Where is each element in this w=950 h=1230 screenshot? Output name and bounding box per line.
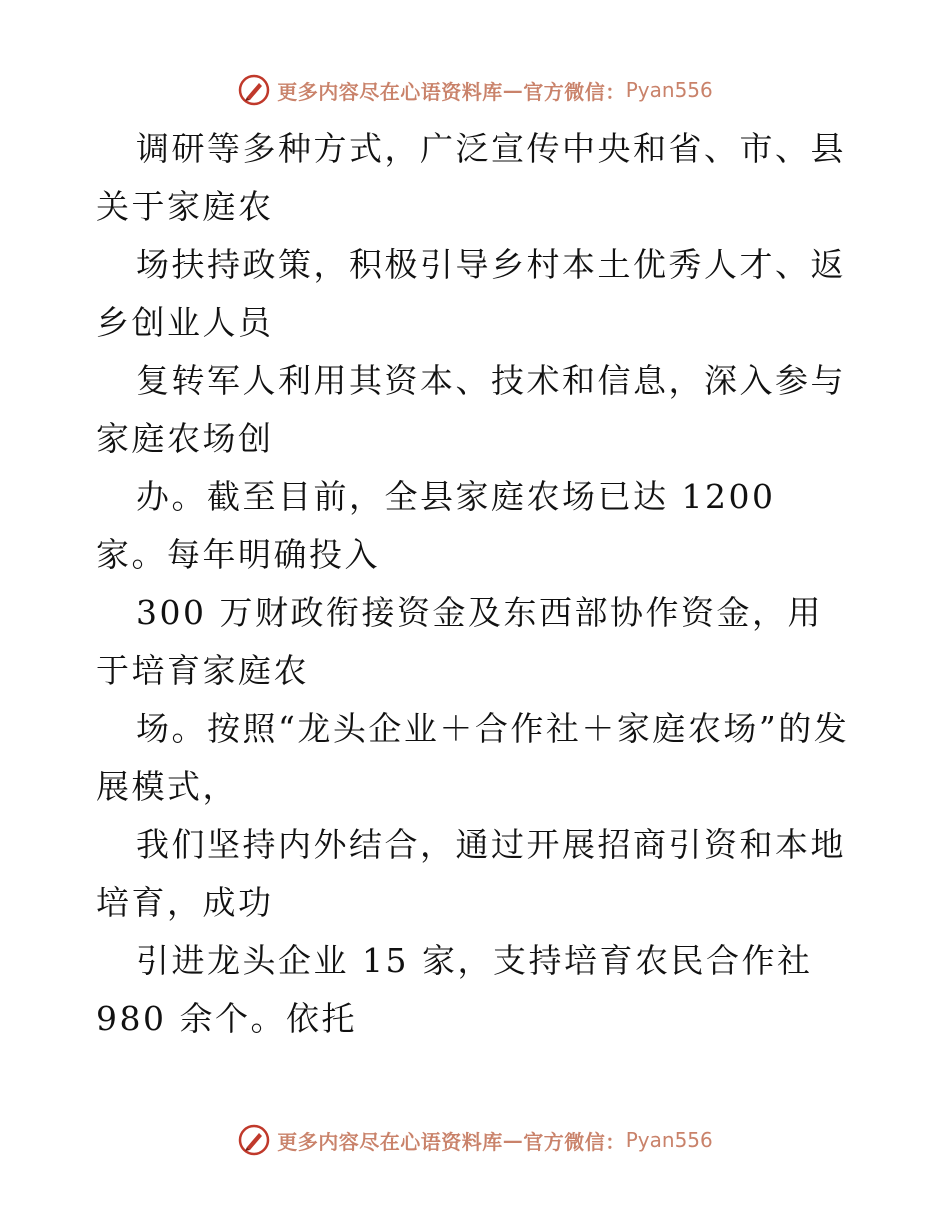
footer-banner-contact-id: Pyan556 — [625, 1128, 713, 1152]
header-banner-contact-id: Pyan556 — [625, 78, 713, 102]
footer-banner-contact-label: 官方微信： — [523, 1129, 626, 1154]
paragraph-8 — [96, 932, 856, 1048]
paragraph-2 — [96, 236, 856, 352]
paragraph-text: 引进龙头企业 15 家，支持培育农民合作社 980 余个。依托 — [96, 941, 813, 1038]
pen-seal-logo-icon — [237, 73, 271, 107]
paragraph-text: 场。按照“龙头企业＋合作社＋家庭农场”的发展模式， — [96, 709, 850, 806]
paragraph-6 — [96, 700, 856, 816]
paragraph-5 — [96, 584, 856, 700]
footer-watermark-banner — [0, 1120, 950, 1160]
paragraph-text: 办。截至目前，全县家庭农场已达 1200 家。每年明确投入 — [96, 477, 776, 574]
footer-banner-separator: — — [502, 1128, 524, 1152]
paragraph-text: 300 万财政衔接资金及东西部协作资金，用于培育家庭农 — [96, 593, 823, 690]
paragraph-1 — [96, 120, 856, 236]
paragraph-4 — [96, 468, 856, 584]
paragraph-text: 复转军人利用其资本、技术和信息，深入参与家庭农场创 — [96, 361, 846, 458]
header-banner-contact-label: 官方微信： — [523, 79, 626, 104]
paragraph-7 — [96, 816, 856, 932]
pen-seal-logo-icon — [237, 1123, 271, 1157]
paragraph-text: 我们坚持内外结合，通过开展招商引资和本地培育，成功 — [96, 825, 846, 922]
header-watermark-banner — [0, 70, 950, 110]
paragraph-3 — [96, 352, 856, 468]
header-banner-separator: — — [502, 78, 524, 102]
footer-banner-title: 更多内容尽在心语资料库 — [277, 1129, 503, 1154]
paragraph-text: 场扶持政策，积极引导乡村本土优秀人才、返乡创业人员 — [96, 245, 846, 342]
paragraph-text: 调研等多种方式，广泛宣传中央和省、市、县关于家庭农 — [96, 129, 846, 226]
document-body — [96, 120, 856, 1048]
header-banner-title: 更多内容尽在心语资料库 — [277, 79, 503, 104]
